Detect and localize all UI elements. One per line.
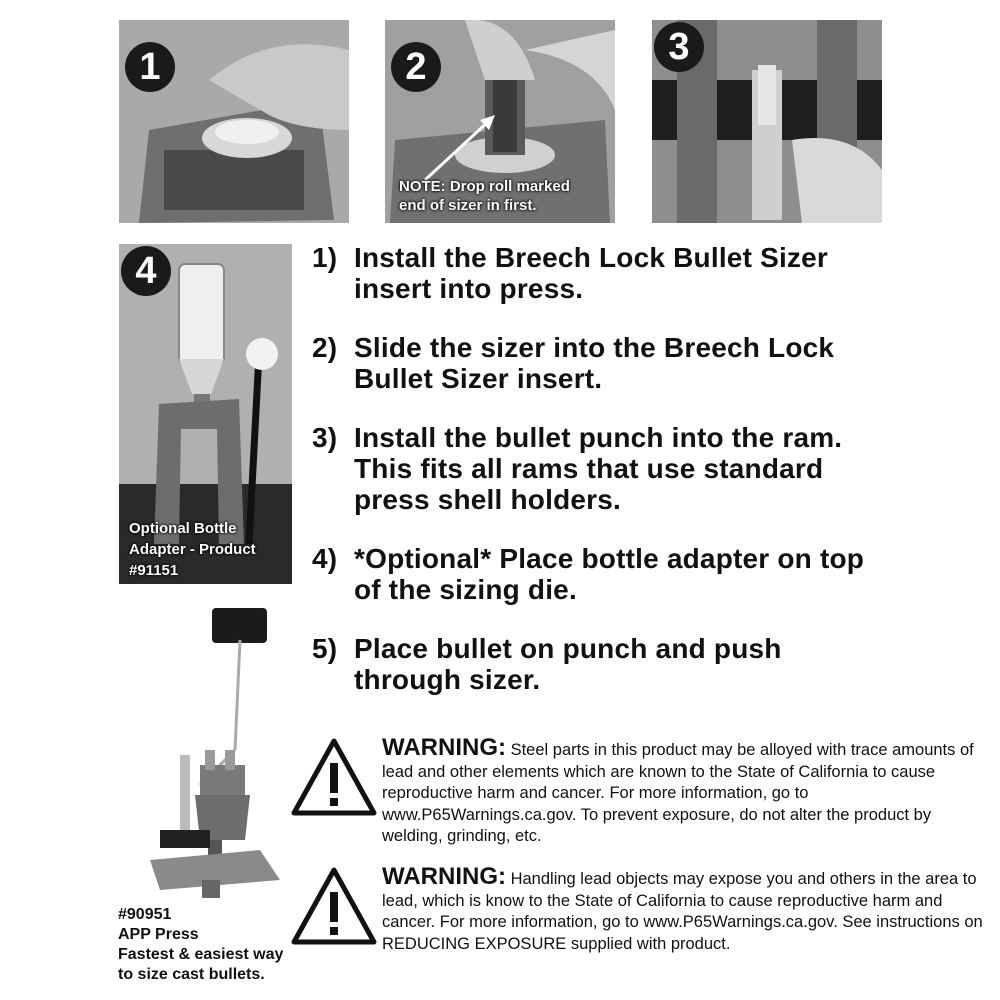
photo-step-2 (385, 20, 615, 223)
caption-line-2: Adapter - Product (129, 541, 256, 558)
step-4-number: 4) (312, 543, 338, 574)
instruction-steps (312, 242, 982, 721)
press-name: APP Press (118, 926, 199, 943)
warning-triangle-icon (290, 737, 378, 817)
press-tagline-1: Fastest & easiest way (118, 946, 284, 963)
sizer-note-line-2: end of sizer in first. (399, 197, 537, 214)
step-2-number: 2) (312, 332, 338, 363)
warning-1 (290, 734, 990, 848)
warning-1-icon (290, 737, 382, 848)
step-4 (312, 543, 982, 605)
warning-2 (290, 863, 990, 955)
step-1-number: 1) (312, 242, 338, 273)
warning-2-text: Handling lead objects may expose you and others in the area to lead, which is know to the State of California to cause reproductive harm and cancer. For more information, go to www.P65Warnings.ca.gov. See instructions on REDUCING EXPOSURE supplied with product. (382, 870, 983, 953)
step-5 (312, 633, 982, 695)
step-2-text: Slide the sizer into the Breech Lock Bullet Sizer insert. (354, 332, 835, 394)
warning-2-body (382, 863, 990, 955)
sizer-note-line-1: NOTE: Drop roll marked (399, 178, 570, 195)
step-2 (312, 332, 982, 394)
step-5-text: Place bullet on punch and push through sizer. (354, 633, 782, 695)
photo-step-4 (119, 244, 292, 584)
warning-1-text: Steel parts in this product may be alloyed with trace amounts of lead and other elements which are known to the State of California to cause reproductive harm and cancer. For more information, go to www.P65Warnings.ca.gov. To prevent exposure, do not alter the product by welding, grinding, etc. (382, 741, 974, 845)
caption-line-3: #91151 (129, 562, 179, 579)
step-3-badge: 3 (654, 22, 704, 72)
caption-line-1: Optional Bottle (129, 520, 237, 537)
warning-2-icon (290, 866, 382, 955)
step-5-number: 5) (312, 633, 338, 664)
photo-step-3 (652, 20, 882, 223)
step-3 (312, 422, 982, 515)
step-4-text: *Optional* Place bottle adapter on top of the sizing die. (354, 543, 865, 605)
step-3-text: Install the bullet punch into the ram. This fits all rams that use standard press shell holders. (354, 422, 843, 515)
warning-2-head: WARNING: (382, 863, 506, 890)
step-1 (312, 242, 982, 304)
sizer-note (399, 177, 570, 215)
photo-step-1 (119, 20, 349, 223)
warning-1-body (382, 734, 990, 848)
step-1-badge: 1 (125, 42, 175, 92)
press-product-number: #90951 (118, 906, 172, 923)
step-2-badge: 2 (391, 42, 441, 92)
step-1-text: Install the Breech Lock Bullet Sizer insert into press. (354, 242, 828, 304)
step-4-badge: 4 (121, 246, 171, 296)
app-press-image (130, 600, 290, 900)
warning-triangle-icon (290, 866, 378, 946)
press-tagline-2: to size cast bullets. (118, 966, 265, 983)
warning-1-head: WARNING: (382, 734, 506, 761)
app-press-illustration (130, 600, 290, 900)
bottle-adapter-caption (129, 518, 256, 581)
step-3-number: 3) (312, 422, 338, 453)
